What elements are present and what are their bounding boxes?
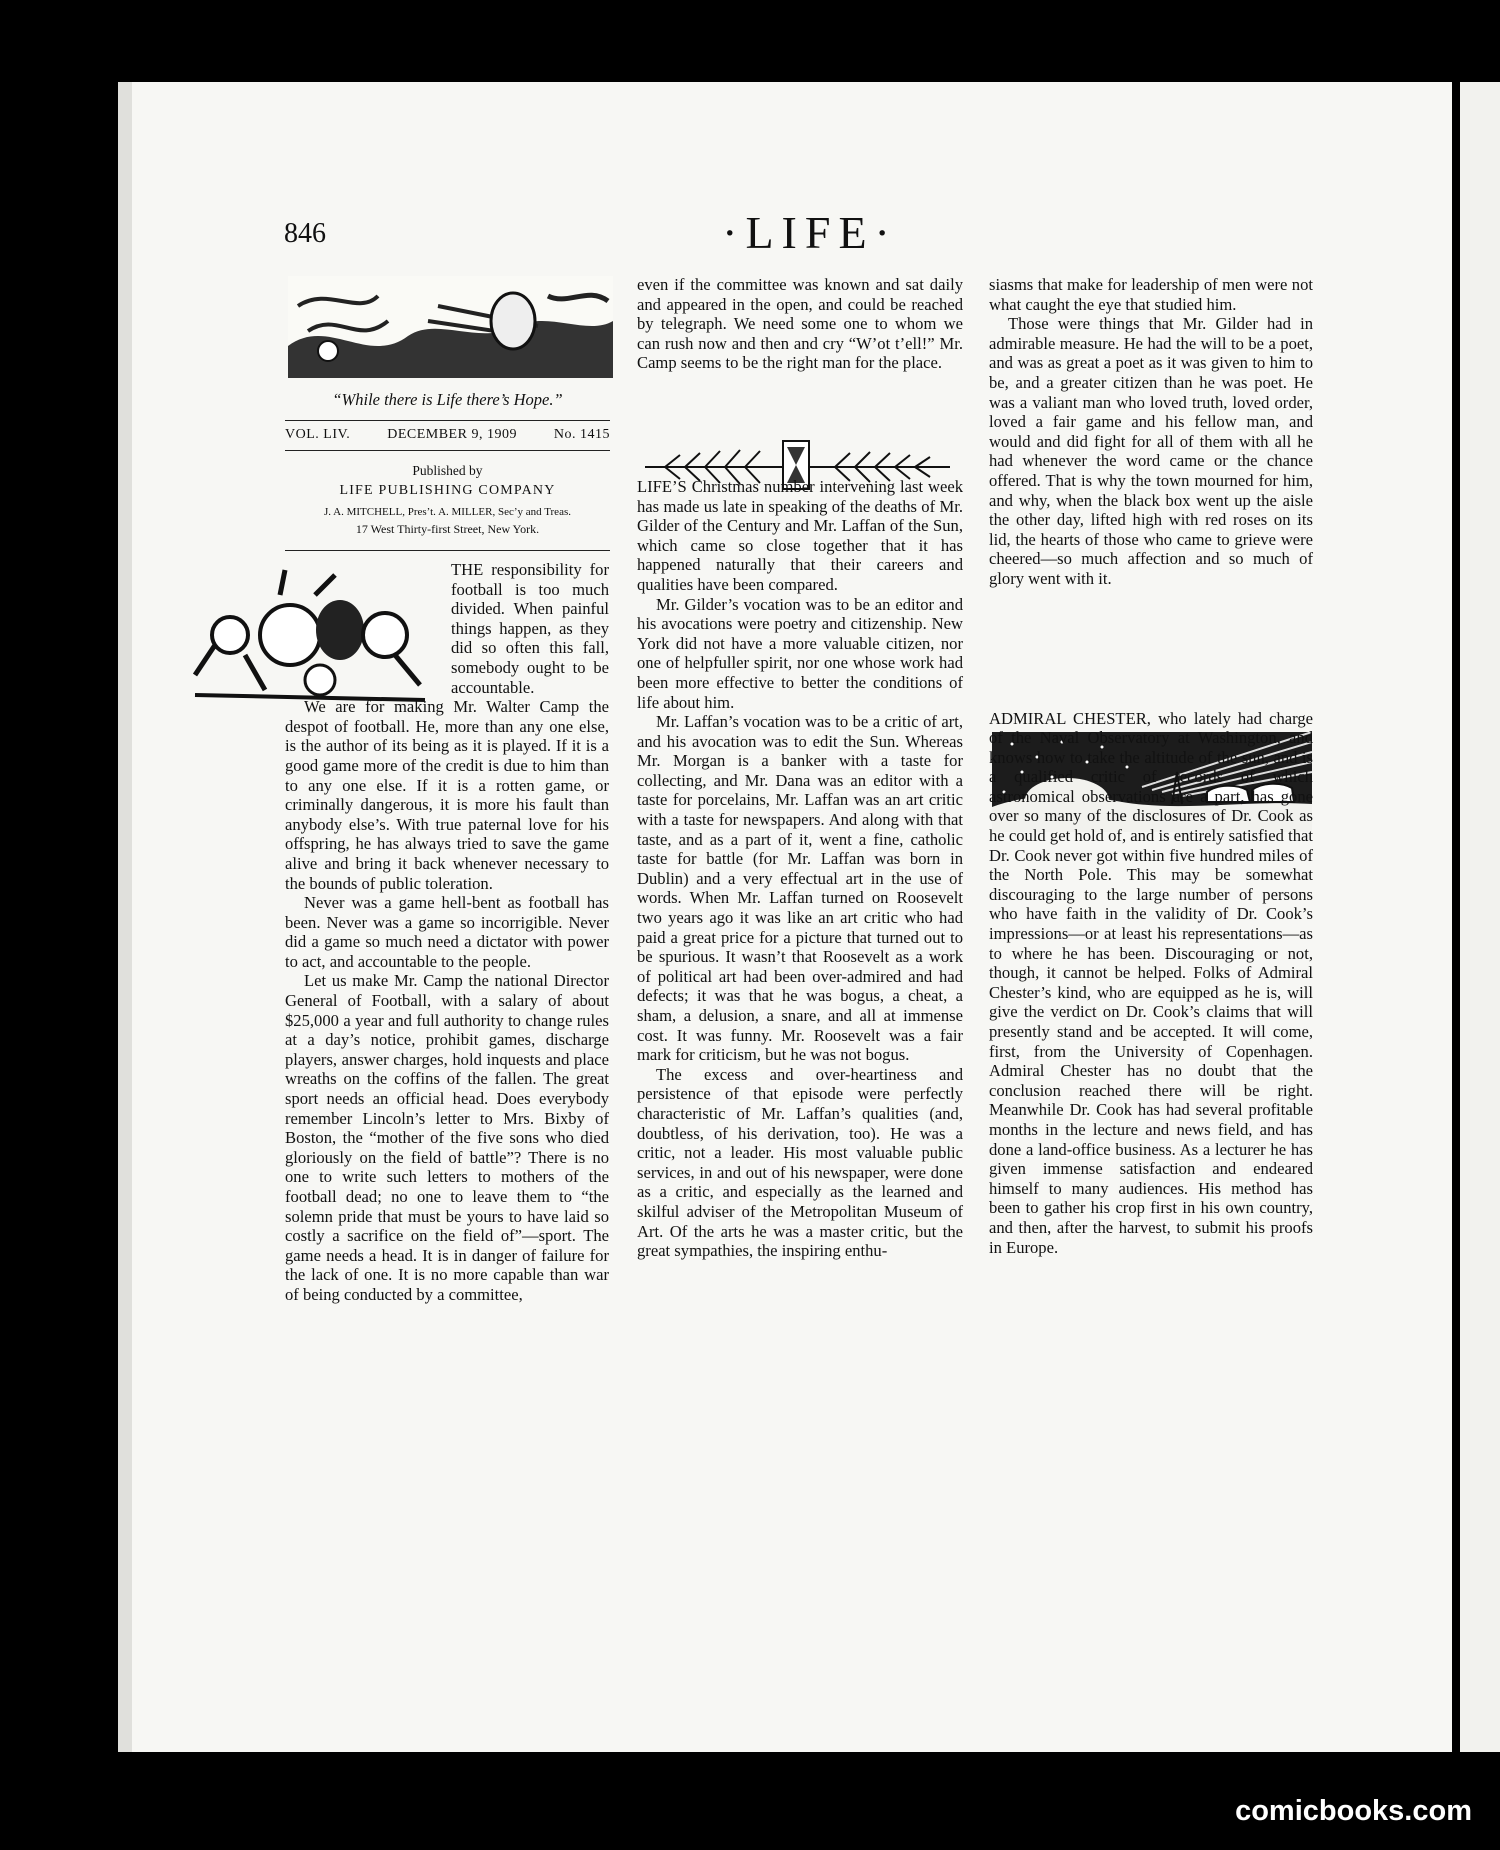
paragraph: siasms that make for leadership of men were not what caught the eye that studied him. <box>989 275 1313 314</box>
next-page-edge <box>1460 82 1500 1752</box>
paragraph: Never was a game hell-bent as football has been. Never was a game so incorrigible. Never did a game so much need a dictator with power to act, and accountable to the people. <box>285 893 609 971</box>
divider-rule <box>285 550 610 551</box>
address: 17 West Thirty-first Street, New York. <box>355 522 540 536</box>
paragraph: We are for making Mr. Walter Camp the despot of football. He, more than any one else, is the author of its being as it is played. If it is a good game more of the credit is due to him than to any one else. If it is a rotten game, or criminally dangerous, it is more his fault than anybody else’s. With true paternal love for his offspring, he has always tried to save the game alive and bring it back whenever necessary to the bounds of public toleration. <box>285 697 609 893</box>
paragraph: Those were things that Mr. Gilder had in admirable measure. He had the will to be a poet, and was as great a poet as it was given to him to be, and a greater citizen than he was poet. He was a valiant man who loved truth, loved order, loved a fair game and his fellow man, and would and did fight for all of them with all he had whenever the word came or the chance offered. That is why the town mourned for him, and why, when the black box went up the aisle the other day, lifted high with red roses on its lid, the hearts of those who came to grieve were cheered—so much affection and so much of glory went with it. <box>989 314 1313 588</box>
paragraph: LIFE’S Christmas number intervening last week has made us late in speaking of the deaths of Mr. Gilder of the Century and Mr. Laffan of the Sun, which came so close together that it has happened naturally that their careers and qualities have been compared. <box>637 476 963 594</box>
watermark: comicbooks.com <box>1235 1795 1472 1827</box>
middle-column-text <box>637 275 963 1261</box>
paragraph: Mr. Gilder’s vocation was to be an editor and his avocations were poetry and citizenship. New York did not have a more valuable citizen, nor one of helpfuller spirit, nor one whose work had been more effective to better the conditions of life about him. <box>637 594 963 712</box>
ornament-space <box>637 373 963 477</box>
motto: “While there is Life there’s Hope.” <box>332 390 563 409</box>
paragraph: Mr. Laffan’s vocation was to be a critic of art, and his avocation was to edit the Sun. Whereas Mr. Morgan is a banker with a taste for collecting, and Mr. Dana was an editor with a taste for porcelains, Mr. Laffan was an art critic with a taste for newspapers. And along with that taste, and as a part of it, went a fine, catholic taste for battle (for Mr. Laffan was born in Dublin) and a very effectual art in the use of words. When Mr. Laffan turned on Roosevelt two years ago it was like an art critic who had paid a great price for a picture that turned out to be spurious. It wasn’t that Roosevelt as a work of political art had been over-admired and had defects; it was that he was bogus, a cheat, a sham, a delusion, a snare, and all at immense cost. It was funny. Mr. Roosevelt was a fair mark for criticism, but he was not bogus. <box>637 712 963 1065</box>
issue-date: DECEMBER 9, 1909 <box>387 427 517 442</box>
right-column-text <box>989 275 1313 1257</box>
masthead-title: ·LIFE· <box>722 207 898 258</box>
paragraph: THE responsibility for football is too much divided. When painful things happen, as they did so often this fall, somebody ought to be accountable. <box>451 560 609 697</box>
publisher-name: LIFE PUBLISHING COMPANY <box>339 483 556 498</box>
divider-rule <box>285 420 610 421</box>
issue-number: No. 1415 <box>553 427 610 442</box>
issue-line <box>285 427 610 443</box>
divider-rule <box>285 450 610 451</box>
officers: J. A. MITCHELL, Pres’t. A. MILLER, Sec’y and Treas. <box>324 506 571 518</box>
left-column-text <box>285 560 609 1305</box>
paragraph: The excess and over-heartiness and persistence of that episode were perfectly characteristic of Mr. Laffan’s qualities (and, doubtless, of his derivation, too). He was a critic, not a leader. His most valuable public services, in and out of his newspaper, were done as a critic, and especially as the learned and skilful adviser of the Metropolitan Museum of Art. Of the arts he was a master critic, but the great sympathies, the inspiring enthu- <box>637 1064 963 1261</box>
page-number: 846 <box>284 218 326 249</box>
masthead-illustration <box>288 276 613 378</box>
page-gutter <box>1452 82 1460 1752</box>
page-edge <box>118 82 132 1752</box>
paragraph: even if the committee was known and sat daily and appeared in the open, and could be reached by telegraph. We need some one to whom we can rush now and then and cry “W’ot t’ell!” Mr. Camp seems to be the right man for the place. <box>637 275 963 373</box>
published-by: Published by <box>412 463 483 478</box>
illustration-space <box>989 589 1313 709</box>
paragraph: Let us make Mr. Camp the national Director General of Football, with a salary of about $25,000 a year and full authority to change rules at a day’s notice, prohibit games, discharge players, answer charges, hold inquests and place wreaths on the coffins of the fallen. The great sport needs an official head. Does everybody remember Lincoln’s letter to Mrs. Bixby of Boston, the “mother of the five sons who died gloriously on the field of battle”? There is no one to write such letters to mothers of the football dead; no one to leave them to “the solemn pride that must be yours to have laid so costly a sacrifice on the field of”—sport. The game needs a head. It is in danger of failure for the lack of one. It is no more capable than war of being conducted by a committee, <box>285 971 609 1304</box>
volume: VOL. LIV. <box>285 427 351 442</box>
paragraph: ADMIRAL CHESTER, who lately had charge of the Naval Observatory at Washington, and knows how to take the altitude of the sun, and is a qualified critic of records of which astronomical observations are a part, has gone over so many of the disclosures of Dr. Cook as he could get hold of, and is entirely satisfied that Dr. Cook never got within five hundred miles of the North Pole. This may be somewhat discouraging to the large number of persons who have faith in the validity of Dr. Cook’s impressions—or at least his representations—as to where he has been. Discouraging or not, though, it cannot be helped. Folks of Admiral Chester’s kind, who are equipped as he is, will give the verdict on Dr. Cook’s claims that will presently stand and be accepted. It will come, first, from the University of Copenhagen. Admiral Chester has no doubt that the conclusion reached there will be right. Meanwhile Dr. Cook has had several profitable months in the lecture and news field, and has done a land-office business. As a lecturer he has given immense satisfaction and endeared himself to many audiences. His method has been to gather his crop first in his own country, and then, after the harvest, to submit his proofs in Europe. <box>989 708 1313 1257</box>
publisher-block <box>285 463 610 537</box>
